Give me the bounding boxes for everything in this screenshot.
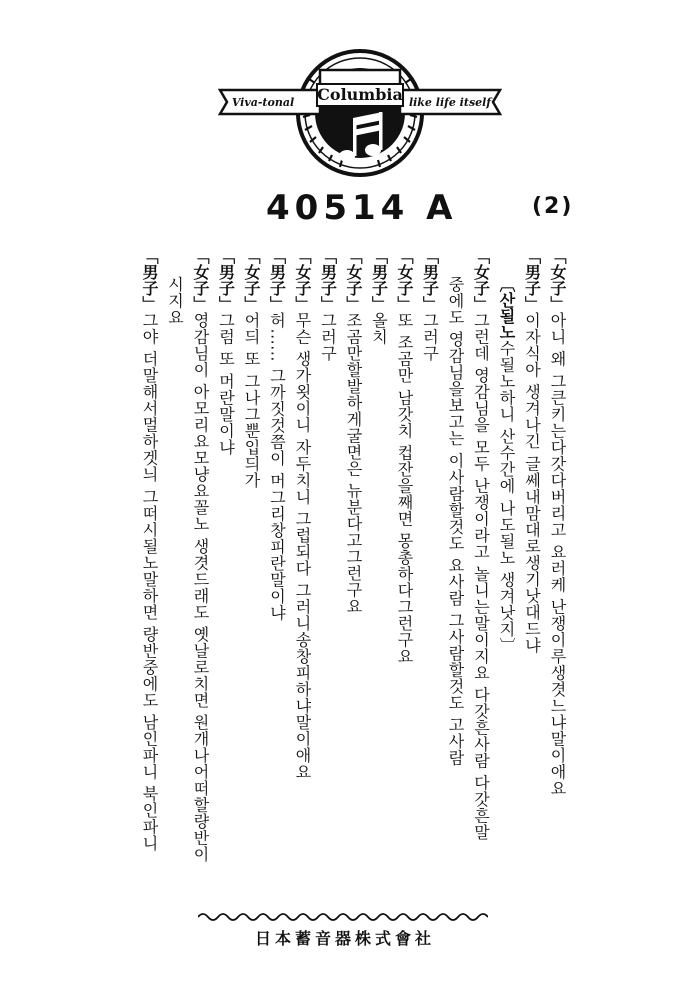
lyric-line [392, 248, 418, 908]
columbia-logo [215, 48, 505, 178]
speaker-label: 「女子」 [395, 248, 414, 312]
speaker-label: 「男子」 [420, 248, 440, 312]
speaker-label: 「男子」 [140, 248, 159, 312]
lyric-line [137, 248, 163, 908]
lyric-line [162, 248, 188, 908]
lyric-line [545, 248, 571, 908]
speaker-label: 「女子」 [548, 248, 567, 312]
record-number: 40514 A [266, 188, 458, 228]
publisher-name: 日本蓄音器株式會社 [254, 929, 435, 948]
columbia-emblem [215, 48, 505, 178]
left-banner-text: Viva-tonal [231, 96, 295, 109]
lyric-line [239, 248, 265, 908]
speaker-label: 「男子」 [267, 248, 287, 312]
lyrics-text [120, 248, 570, 908]
speaker-label: 「女子」 [191, 248, 210, 312]
dialogue-text: 또 조곰만 남갓치 컵잔을째면 몽총하다그런구요 [395, 312, 414, 665]
brand-name: Columbia [317, 85, 403, 104]
lyric-line [417, 248, 443, 908]
dialogue-text: 이자식아 생겨나긴 글쎄내맘대로생기낫대드냐 [522, 312, 542, 654]
footer-decorative-rule [198, 910, 488, 924]
speaker-label: 「女子」 [344, 248, 363, 312]
speaker-label: 「女子」 [242, 248, 261, 312]
speaker-label: 「女子」 [293, 248, 312, 312]
lyric-line [443, 248, 469, 908]
lyric-line [468, 248, 494, 908]
dialogue-text: 무슨 생가욋이니 자두치니 그럽되다 그러니송창피하냐말이애요 [293, 312, 312, 780]
lyric-line [315, 248, 341, 908]
lyric-line [290, 248, 316, 908]
speaker-label: 「男子」 [522, 248, 542, 312]
lyric-line [213, 248, 239, 908]
speaker-label: 「男子」 [369, 248, 389, 312]
lyric-line [494, 248, 520, 908]
speaker-label: 「女子」 [471, 248, 491, 312]
speaker-label: 〔산될노 [497, 276, 516, 340]
dialogue-text: 시지요 [165, 276, 185, 326]
page-number: (2) [532, 194, 574, 219]
lyric-line [341, 248, 367, 908]
lyric-line [366, 248, 392, 908]
dialogue-text: 그러구 [318, 312, 338, 362]
dialogue-text: 그야 더말해서멀하겟늬 그떠시될노말하면 량반중에도 남인파니 북인파니 [140, 312, 159, 852]
dialogue-text: 허...... 그까짓것쯤이 머그리창피란말이냐 [267, 312, 287, 621]
dialogue-text: 올치 [369, 312, 389, 345]
speaker-label: 「男子」 [216, 248, 236, 312]
dialogue-text: 중에도 영감님을보고는 이사람할것도 요사람 그사람할것도 고사람 [446, 276, 465, 766]
dialogue-text: 그럼 또 머란말이냐 [216, 312, 236, 456]
dialogue-text: 어듸 또 그나그뿐입듸가 [242, 312, 261, 489]
right-banner-text: like life itself [408, 96, 492, 109]
dialogue-text: 수될노하니 산수간에 나도될노 생겨낫지〕 [497, 340, 516, 654]
dialogue-text: 영감님이 아모리요모냥요꼴노 생겻드래도 옛날로치면 원개나어떠할량반이 [191, 312, 210, 863]
speaker-label: 「男子」 [318, 248, 338, 312]
dialogue-text: 그러구 [420, 312, 440, 362]
lyric-line [264, 248, 290, 908]
dialogue-text: 아니 왜 그큰키는다갓다버리고 요러케 난쟁이루생겻느냐말이애요 [548, 312, 567, 797]
dialogue-text: 조곰만할발하게굴면은 뉴분다고그런구요 [344, 312, 363, 615]
lyric-line [519, 248, 545, 908]
dialogue-text: 그런데 영감님을 모두 난쟁이라고 놀니는말이지요 다갓흔사람 다갓흔말 [471, 312, 491, 841]
lyric-line [188, 248, 214, 908]
